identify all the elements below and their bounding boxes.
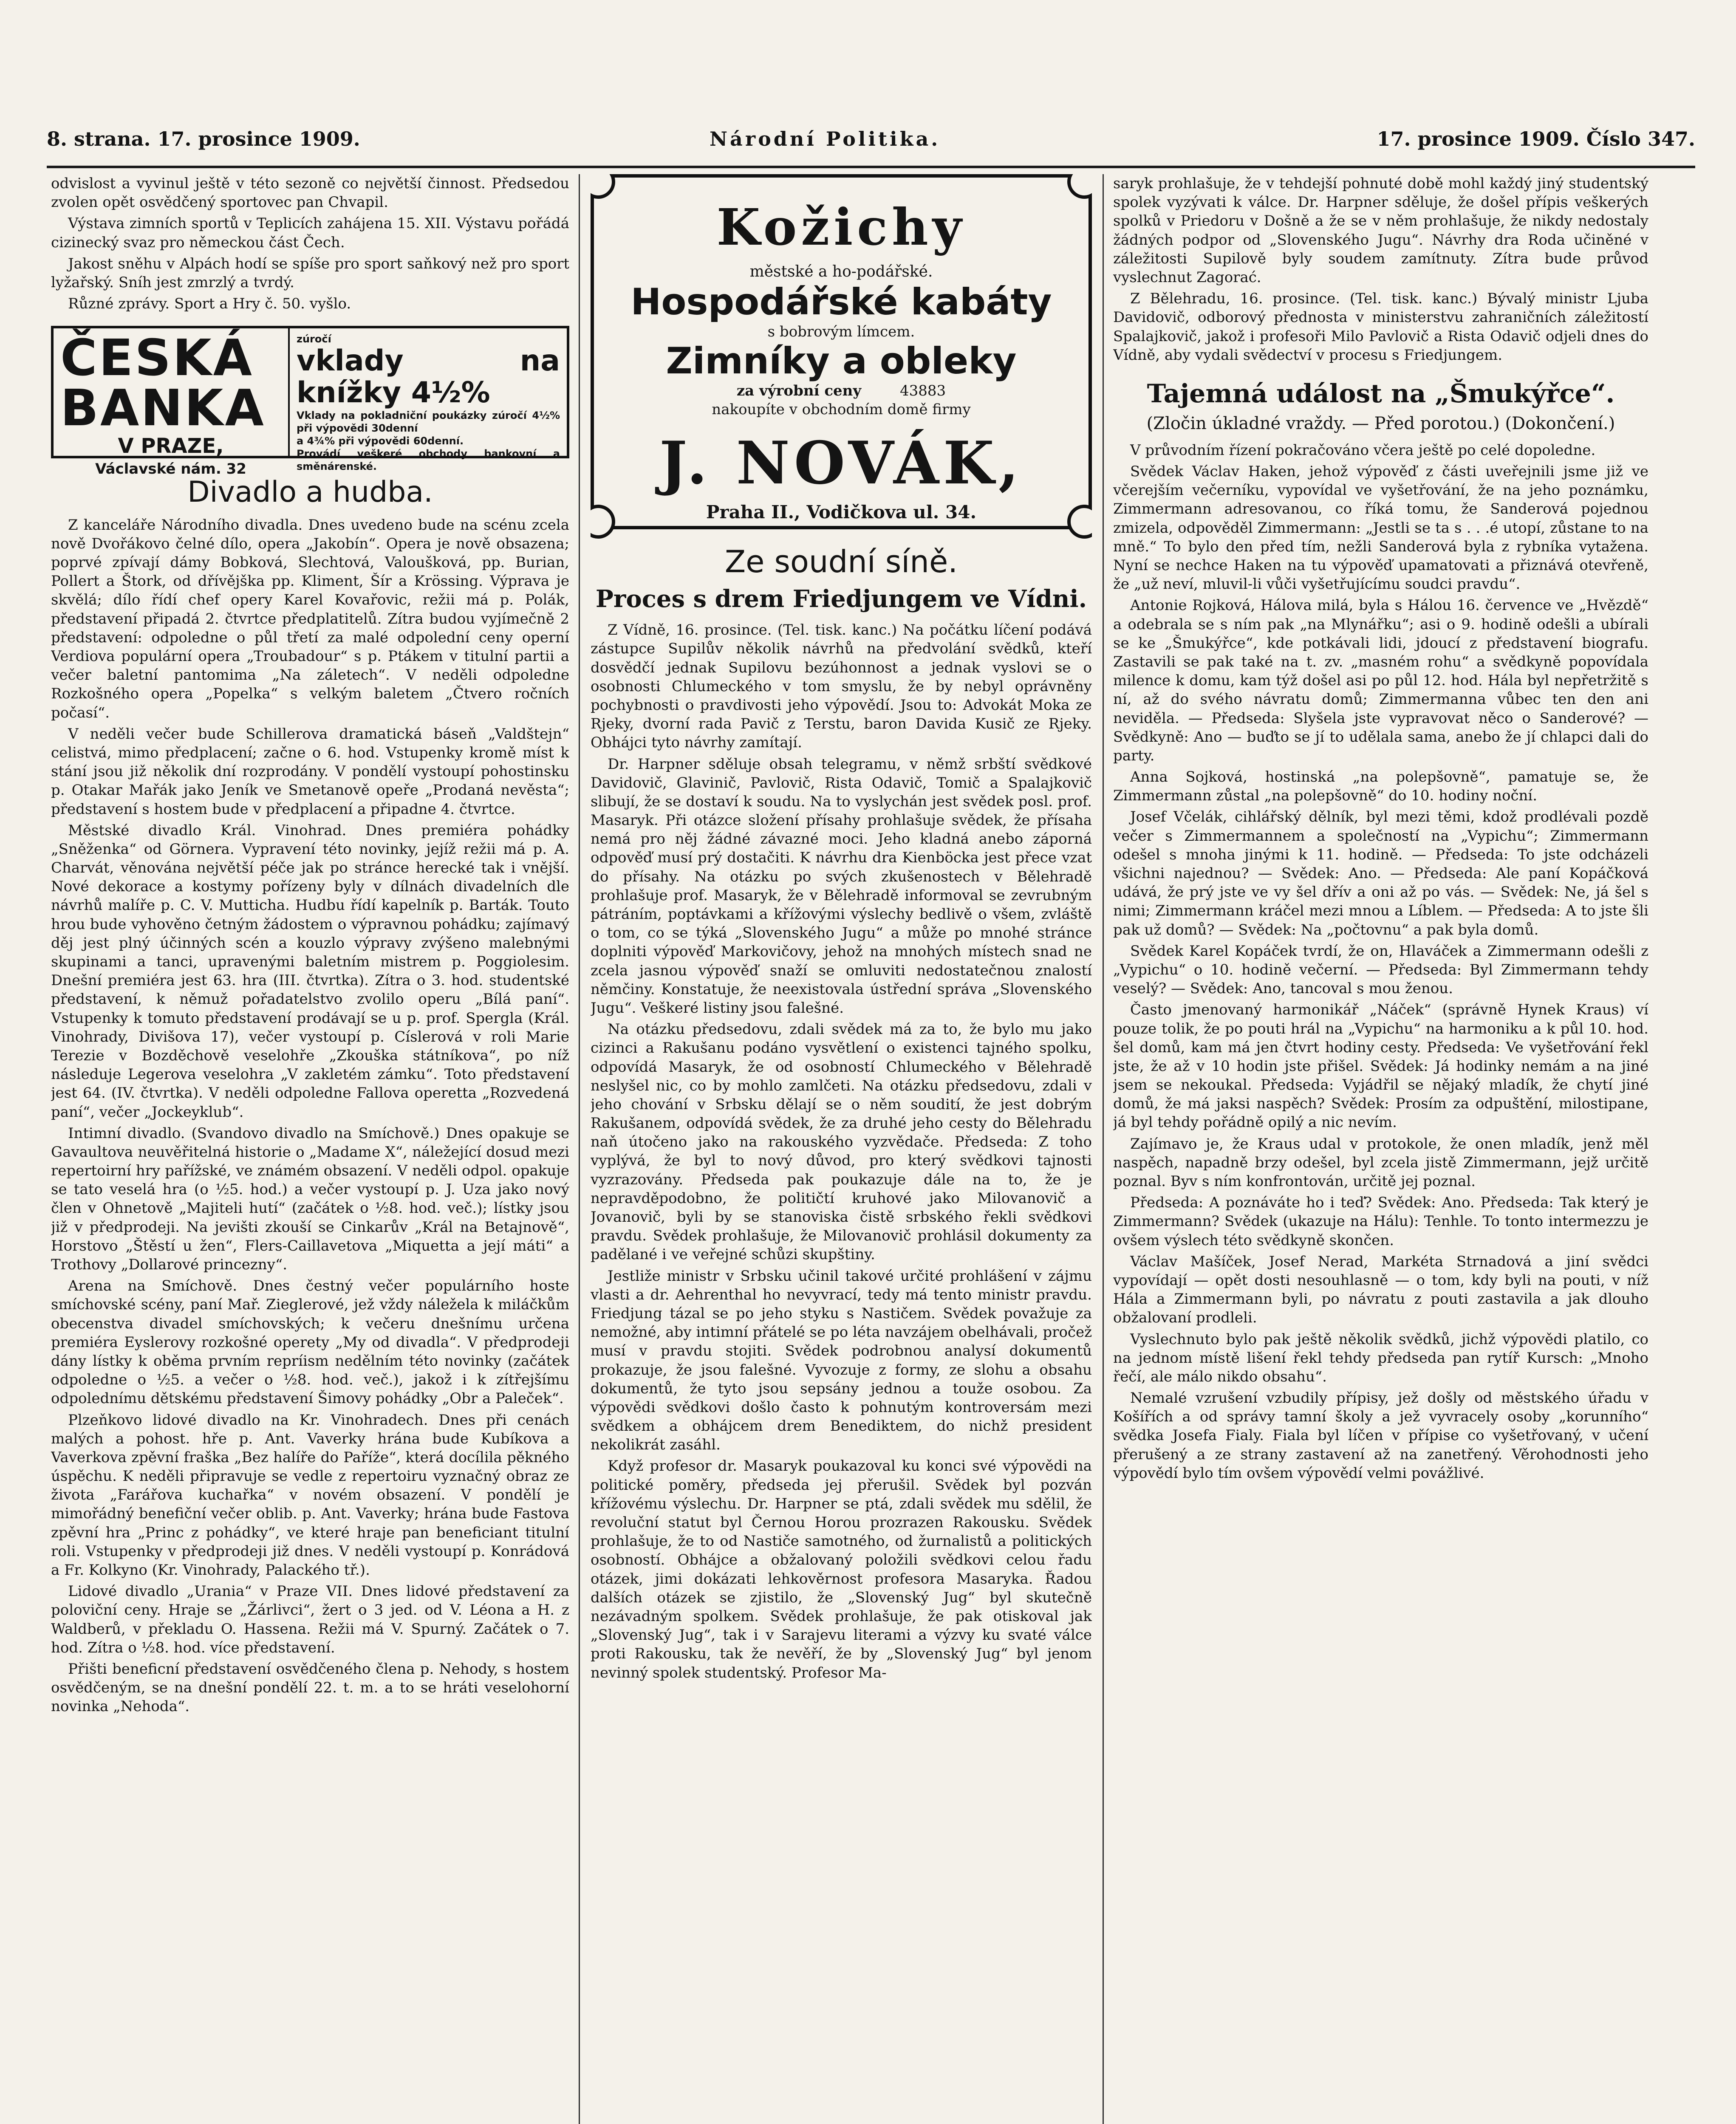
- article-paragraph: Svědek Karel Kopáček tvrdí, že on, Hlaváček a Zimmermann odešli z „Vypichu“ o 10. hodině večerní. — Předseda: Byl Zimmermann tehdy veselý? — Svědek: Ano, tancoval s mou ženou.: [1113, 942, 1648, 997]
- bank-rate: vklady na knížky 4½%: [297, 344, 560, 410]
- article-paragraph: Zajímavo je, že Kraus udal v protokole, že onen mladík, jenž měl naspěch, napadně brzy odešel, byl zcela jistě Zimmermann, jejž určitě poznal. Byv s ním konfrontován, určitě jej poznal.: [1113, 1135, 1648, 1190]
- article-headline: Proces s drem Friedjungem ve Vídni.: [595, 585, 1087, 613]
- sport-note: Výstava zimních sportů v Teplicích zahájena 15. XII. Výstavu pořádá cizinecký svaz pro německou část Čech.: [51, 215, 569, 251]
- article-paragraph: V neděli večer bude Schillerova dramatická báseň „Valdštejn“ celistvá, mimo předplacení; začne o 6. hod. Vstupenky kromě míst k stání jsou již několik dní rozprodány. V pondělí vystoupí pohostinsku p. Otakar Mařák jako Jeník ve Smetanově opeře „Prodaná nevěsta“; představení s hostem bude v předplacení a připadne 4. čtvrtce.: [51, 725, 569, 818]
- article-paragraph: Vyslechnuto bylo pak ještě několik svědků, jichž výpovědi platilo, co na jednom místě lišení řekl tehdy předseda pan rytíř Kursch: „Mnoho řečí, ale málo nikdo obsahu“.: [1113, 1330, 1648, 1385]
- ad-address: Praha II., Vodičkova ul. 34.: [706, 502, 977, 523]
- header-right: 17. prosince 1909. Číslo 347.: [1377, 127, 1695, 150]
- bank-line: a 4¾% při výpovědi 60denní.: [297, 435, 464, 447]
- header-rule: [47, 166, 1695, 168]
- article-paragraph: Předseda: A poznáváte ho i teď? Svědek: Ano. Předseda: Tak který je Zimmermann? Svědek (ukazuje na Hálu): Tenhle. To tonto intermezzu je ovšem výslech této svědkyně skončen.: [1113, 1194, 1648, 1249]
- page-header: [47, 127, 1695, 161]
- article-paragraph: Přišti beneficní představení osvědčeného člena p. Nehody, s hostem osvědčeným, se na dnešní pondělí 22. t. m. a to se hráti veselohorní novinka „Nehoda“.: [51, 1660, 569, 1715]
- article-subheadline: (Zločin úkladné vraždy. — Před porotou.) (Dokončení.): [1146, 413, 1615, 433]
- newspaper-title: Národní Politika.: [710, 127, 941, 150]
- ad-subtitle: s bobrovým límcem.: [767, 323, 915, 340]
- article-paragraph: Lidové divadlo „Urania“ v Praze VII. Dnes lidové představení za poloviční ceny. Hraje se „Žárlivci“, žert o 3 jed. od V. Léona a H. z Waldberů, v překladu O. Hassena. Režii má V. Spurný. Začátek o 7. hod. Zítra o ½8. hod. více představení.: [51, 1583, 569, 1656]
- article-paragraph: Antonie Rojková, Hálova milá, byla s Hálou 16. července ve „Hvězdě“ a odebrala se s ním pak „na Mlynářku“; asi o 9. hodině odešli a ubírali se ke „Šmukýřce“, kde potkávali lidi, jdoucí z představení biografu. Zastavili se pak také na t. zv. „masném rohu“ a svědkyně popovídala milence k domu, kam týž došel asi po půl 12. hod. Hála byl nepřetržitě s ní, až do svého návratu domů; Zimmermanna vůbec ten den ani neviděla. — Předseda: Slyšela jste vypravovat něco o Sanderové? — Svědkyně: Ano — buďto se jí to udělala sama, anebo že jí chlapci dali do party.: [1113, 597, 1648, 764]
- ad-price-line: [594, 381, 1089, 400]
- header-left: 8. strana. 17. prosince 1909.: [47, 127, 360, 150]
- article-headline: Tajemná událost na „Šmukýřce“.: [1147, 378, 1615, 409]
- article-paragraph: Z Bělehradu, 16. prosince. (Tel. tisk. kanc.) Bývalý ministr Ljuba Davidovič, odborový přednosta v ministerstvu zahraničních záležitostí Spalajkovič, jakož i profesoři Milo Pavlovič a Rista Odavič odjeli dnes do Vídně, aby vydali svědectví v procesu s Friedjungem.: [1113, 290, 1648, 364]
- article-paragraph: Nemalé vzrušení vzbudily přípisy, jež došly od městského úřadu v Košířích a od správy tamní školy a jež vyvracely osoby „korunního“ svědka Josefa Fialy. Fiala byl líčen v přípise co vyšetřovaný, v učení přerušený a ze strany zastavení až na zanetřený. Věrohodnosti jeho výpovědí bylo tím ovšem výpovědí velmi povážlivé.: [1113, 1390, 1648, 1482]
- ad-subtitle: městské a ho-podářské.: [749, 263, 933, 281]
- column-2: [591, 174, 1092, 2124]
- article-paragraph: Na otázku předsedovu, zdali svědek má za to, že bylo mu jako cizinci a Rakušanu podáno vysvětlení o existenci tajného spolku, odpovídá Masaryk, že od osobností Chlumeckého v Bělehradě neslyšel nic, co by mohlo zamlčeti. Na otázku předsedovu, zdali v jeho chování v Srbsku dělají se o něm soudití, že jest dobrým Rakušanem, odpovídá svědek, že za druhé jeho cesty do Bělehradu naň útočeno jako na rakouského vyzvědače. Předseda: Z toho vyplývá, že byl to nový důvod, pro který svědkovi tajnosti vyzrazovány. Předseda pak poukazuje dále na to, že je nepravděpodobno, že političtí kruhové jako Milovanovič a Jovanovič, byli by se stanoviska čistě srbského řekli svědkovi pravdu. Svědek prohlašuje, že Milovanovič prohlásil dokumenty za padělané i ve veřejné schůzi skupštiny.: [591, 1021, 1092, 1263]
- ad-ref: 43883: [899, 382, 946, 399]
- article-paragraph: Václav Mašíček, Josef Nerad, Markéta Strnadová a jiní svědci vypovídají — opět dosti nesouhlasně — o tom, kdy byli na pouti, v níž Hála a Zimmermann byli, po návratu z pouti zastavila a jak dlouho obžalovaní prodleli.: [1113, 1253, 1648, 1327]
- section-title-court: Ze soudní síně.: [724, 544, 958, 579]
- bank-offer: [290, 328, 567, 472]
- article-paragraph: Anna Sojková, hostinská „na polepšovně“, pamatuje se, že Zimmermann zůstal „na polepšovně“ do 10. hodiny noční.: [1113, 768, 1648, 805]
- article-paragraph: Plzeňkovo lidové divadlo na Kr. Vinohradech. Dnes při cenách malých a pohost. hře p. Ant. Vaverky hrána bude Kubíkova a Vaverkova zpěvní fraška „Bez halíře do Paříže“, která docílila pěkného úspěchu. K neděli připravuje se vedle z repertoiru vyznačný obraz ze života „Farářova kuchařka“ v novém obsazení. V pondělí je mimořádný benefiční večer oblib. p. Ant. Vaverky; hrána bude Fastova zpěvní hra „Princ z pohádky“, ve které hraje pan beneficiant titulní roli. Vstupenky v předprodeji již dnes. V neděli vystoupí p. Konrádová a Fr. Kolkyno (Kr. Vinohrady, Palackého tř.).: [51, 1411, 569, 1579]
- article-paragraph: saryk prohlašuje, že v tehdejší pohnuté době mohl každý jiný studentský spolek vyzývati k válce. Dr. Harpner sděluje, že došel přípis veškerých spolků v Priedoru v Došně a že se v něm prohlašuje, že nikdy nedostaly žádných podpor od „Slovenského Jugu“. Návrhy dra Roda učiněné v záležitosti Supilově byly soudem zamítnuty. Zítra bude průvod vyslechnut Zagorać.: [1113, 175, 1648, 286]
- column-divider: [1103, 174, 1104, 2124]
- sport-note: Jakost sněhu v Alpách hodí se spíše pro sport saňkový než pro sport lyžařský. Sníh jest zmrzlý a tvrdý.: [51, 255, 569, 291]
- article-paragraph: Arena na Smíchově. Dnes čestný večer populárního hoste smíchovské scény, paní Mař. Zieglerové, jež vždy náležela k miláčkům obecenstva divadel smíchovských; k večeru dnešnímu určena premiéra Eyslerovy rozkošné operety „My od divadla“. V předprodeji dány lístky k oběma prvním repríism nedělním této novinky (začátek odpoledne o ½5. a večer o ½8. hod. več.), jakož i k zítřejšímu odpolednímu dětskému představení Šimovy pohádky „Obr a Paleček“.: [51, 1277, 569, 1407]
- ad-buy-text: nakoupíte v obchodním domě firmy: [712, 401, 971, 418]
- article-paragraph: V průvodním řízení pokračováno včera ještě po celé dopoledne.: [1130, 441, 1596, 459]
- article-paragraph: Když profesor dr. Masaryk poukazoval ku konci své výpovědi na politické poměry, předseda jej přerušil. Svědek byl pozván křížovému výslechu. Dr. Harpner se ptá, zdali svědek mu sdělil, že revoluční statut byl Černou Horou prozrazen Rakousku. Svědek prohlašuje, že to od Nastiče samotného, od žurnalistů a politických osobností. Obhájce a obžalovaný položili svědkovi celou řadu otázek, jimi dokázati lehkověrnost profesora Masaryka. Řadou dalších otázek se zjistilo, že „Slovenský Jug“ byl skutečně nezávadným spolkem. Svědek prohlašuje, že pak otiskoval jak „Slovenský Jug“, tak i v Sarajevu literami a výzvy ku svaté válce proti Rakousku, tak že nevěří, že by „Slovenský Jug“ byl jenom nevinný spolek studentský. Profesor Ma-: [591, 1457, 1092, 1681]
- bank-address: Václavské nám. 32: [95, 460, 246, 477]
- ad-headline: Zimníky a obleky: [666, 339, 1017, 382]
- bank-line: Vklady na pokladniční poukázky zúročí 4½% při výpovědi 30denní: [297, 409, 560, 434]
- bank-label: zúročí: [297, 333, 331, 345]
- fur-advertisement: [591, 174, 1092, 529]
- bank-logo: [54, 328, 290, 477]
- article-paragraph: Často jmenovaný harmonikář „Náček“ (správně Hynek Kraus) ví pouze tolik, že po pouti hrál na „Vypichu“ na harmoniku a k půl 10. hod. šel domů, kam má jen čtvrt hodiny cesty. Předseda: Ve vyšetřování řekl jste, že až v 10 hodin jste přišel. Svědek: Já hodinky nemám a na jiné jsem se nekoukal. Předseda: Vyjádřil se nějaký mladík, že chytí jiné domů, že má jaksi naspěch? Svědek: Prosím za odpuštění, milostipane, já byl tehdy pořádně opilý a nic nevím.: [1113, 1001, 1648, 1131]
- column-divider: [579, 174, 580, 2124]
- sport-note: odvislost a vyvinul ještě v této sezoně co největší činnost. Předsedou zvolen opět osvědčený sportovec pan Chvapil.: [51, 175, 569, 211]
- article-paragraph: Z Vídně, 16. prosince. (Tel. tisk. kanc.) Na počátku líčení podává zástupce Supilův několik návrhů na předvolání svědků, kteří dosvědčí jednak Supilovu bezúhonnost a jednak vyslovi se o osobnosti Chlumeckého v tom smyslu, že by nebyl oprávněny pochybnosti o pravdivosti jeho výpovědí. Jsou to: Advokát Moka ze Rjeky, dvorní rada Pavič z Terstu, baron Davida Kusič ze Rjeky. Obhájci tyto návrhy zamítají.: [591, 621, 1092, 751]
- section-title-theatre: Divadlo a hudba.: [187, 475, 433, 509]
- article-paragraph: Josef Včelák, cihlářský dělník, byl mezi těmi, kdož prodlévali pozdě večer s Zimmermannem a společností na „Vypichu“; Zimmermann odešel s mnoha jinými k 11. hodině. — Předseda: To jste odcházeli všichni najednou? — Svědek: Ano. — Předseda: Ale paní Kopáčková udává, že prý jste ve vy šel dřív a oni až po vás. — Svědek: Ne, já šel s nimi; Zimmermann kráčel mezi mnou a Líblem. — Předseda: A to jste šli pak už domů? — Svědek: Na „počtovnu“ a pak byla domů.: [1113, 808, 1648, 938]
- column-1: [51, 174, 569, 2124]
- sport-note: Různé zprávy. Sport a Hry č. 50. vyšlo.: [68, 295, 351, 313]
- article-paragraph: Z kanceláře Národního divadla. Dnes uvedeno bude na scénu zcela nově Dvořákovo čelné dílo, opera „Jakobín“. Opera je nově obsazena; poprvé zpívají dámy Bobková, Slechtová, Valoušková, pp. Burian, Pollert a Štork, od dřívějška pp. Kliment, Šír a Krössing. Výprava je skvělá; dílo řídí chef opery Karel Kovařovic, režii má p. Polák, představení připadá 2. čtvrtce předplatitelů. Zítra budou vyjímečně 2 představení: odpoledne o půl třetí za malé odpolední ceny operní Verdiova populární opera „Troubadour“ s p. Ptákem v titulní partii a večer baletní pantomima „Na záletech“. V neděli odpoledne Rozkošného opera „Popelka“ s velkým baletem „Čtvero ročních počasí“.: [51, 516, 569, 721]
- column-3: [1113, 174, 1648, 2124]
- bank-advertisement: [51, 326, 569, 477]
- bank-city: V PRAZE,: [118, 434, 224, 458]
- bank-line: Provádí veškeré obchody bankovní a směnárenské.: [297, 447, 560, 472]
- article-paragraph: Jestliže ministr v Srbsku učinil takové určité prohlášení v zájmu vlasti a dr. Aehrenthal ho nevyvrací, tedy má tento ministr pravdu. Friedjung tázal se po jeho styku s Nastičem. Svědek považuje za nemožné, aby intimní přátelé se po léta navzájem obelhávali, pročež musí v pravdu stojiti. Svědek podrobnou analysí dokumentů prokazuje, že jsou falešné. Vyvozuje z formy, ze slohu a obsahu dokumentů, že tyto jsou sepsány jednou a touže osobou. Za výpovědi svědkovi došlo často k pohnutým kontroversám mezi svědkem a obhájcem drem Benediktem, do nichž president nekolikrát zasáhl.: [591, 1267, 1092, 1454]
- ad-company-name: J. NOVÁK,: [659, 428, 1023, 497]
- article-paragraph: Intimní divadlo. (Svandovo divadlo na Smíchově.) Dnes opakuje se Gavaultova neuvěřitelná historie o „Madame X“, náležející dosud mezi repertoirní hry pařížské, ve známém obsazení. V neděli odpol. opakuje se tato veselá hra (o ½5. hod.) a večer vystoupí p. J. Uza jako nový člen v Ohnetově „Majiteli hutí“ (začátek o ½8. hod. več.); lístky jsou již v předprodeji. Na jevišti zkouší se Cinkarův „Král na Betajnově“, Horstovo „Štěstí u žen“, Flers-Caillavetova „Miquetta a její máti“ a Trothovy „Dollarové princezny“.: [51, 1124, 569, 1274]
- article-paragraph: Městské divadlo Král. Vinohrad. Dnes premiéra pohádky „Sněženka“ od Görnera. Vypravení této novinky, jejíž režii má p. A. Charvát, věnována největší péče jak po stránce herecké tak i vnější. Nové dekorace a kostymy pořízeny byly v dílnách divadelních dle návrhů malíře p. C. V. Muttichа. Hudbu řídí kapelník p. Barták. Touto hrou bude vyhověno četným žádostem o výpravnou pohádku; zajímavý děj jest plný účinných scén a kouzlo výpravy zvýšeno malebnými skupinami a tanci, upravenými baletním mistrem p. Poggiolesim. Dnešní premiéra jest 63. hra (III. čtvrtka). Zítra o 3. hod. studentské představení, k němuž pořadatelstvo zvolilo operu „Bílá paní“. Vstupenky k tomuto představení prodávají se u p. prof. Spergla (Král. Vinohrady, Divišova 17), večer vystoupí p. Císlerová v roli Marie Terezie v Bozděchově veselohře „Zkouška státníkova“, po níž následuje Legerova veselohra „V zakletém zámku“. Toto představení jest 64. (IV. čtvrtka). V neděli odpoledne Fallova operetta „Rozvedená paní“, večer „Jockeyklub“.: [51, 822, 569, 1121]
- bank-name: ČESKÁ BANKA: [60, 328, 266, 438]
- article-paragraph: Dr. Harpner sděluje obsah telegramu, v němž srbští svědkové Davidovič, Glavinič, Pavlovič, Rista Odavič, Tomič a Spalajkovič slibují, že se dostaví k soudu. Na to vyslychán jest svědek posl. prof. Masaryk. Při otázce složení přísahy prohlašuje svědek, že přísaha nemá pro něj žádné závazné moci. Jeho kladná anebo záporná odpověď musí prý dostačiti. K návrhu dra Kienböcka jest přece vzat do přísahy. Na otázku po svých zkušenostech v Bělehradě prohlašuje prof. Masaryk, že v Bělehradě informoval se zevrubným pátráním, poptávkami a křížovými výslechy bedlivě o všem, zvláště o tom, co se týká „Slovenského Jugu“ a může po mnohé stránce doplniti výpověď Markovičovy, jehož na mnohých místech snad ne zcela jasnou výpověď snaží se omluviti nedostatečnou znalostí němčiny. Konstatuje, že neexistovala ústřední správa „Slovenského Jugu“. Veškeré listiny jsou falešné.: [591, 755, 1092, 1017]
- article-paragraph: Svědek Václav Haken, jehož výpověď z části uveřejnili jsme již ve včerejším večerníku, vypovídal ve vyšetřování, že na jeho poznámku, Zimmermann adresovanou, co říká tomu, že Sanderová pojednou zmizela, odpověděl Zimmermann: „Jestli se ta s . . .é utopí, zůstane to na mně.“ To bylo den před tím, nežli Sanderová byla z rybníka vytažena. Nyní se nechce Haken na tu výpověď upamatovati a přiznává otevřeně, že „už neví, mluvil-li vůči vyšetřujícímu soudci pravdu“.: [1113, 463, 1648, 593]
- ad-headline: Hospodářské kabáty: [631, 281, 1052, 324]
- ad-price: za výrobní ceny: [736, 382, 862, 399]
- ad-title: Kožichy: [716, 198, 966, 257]
